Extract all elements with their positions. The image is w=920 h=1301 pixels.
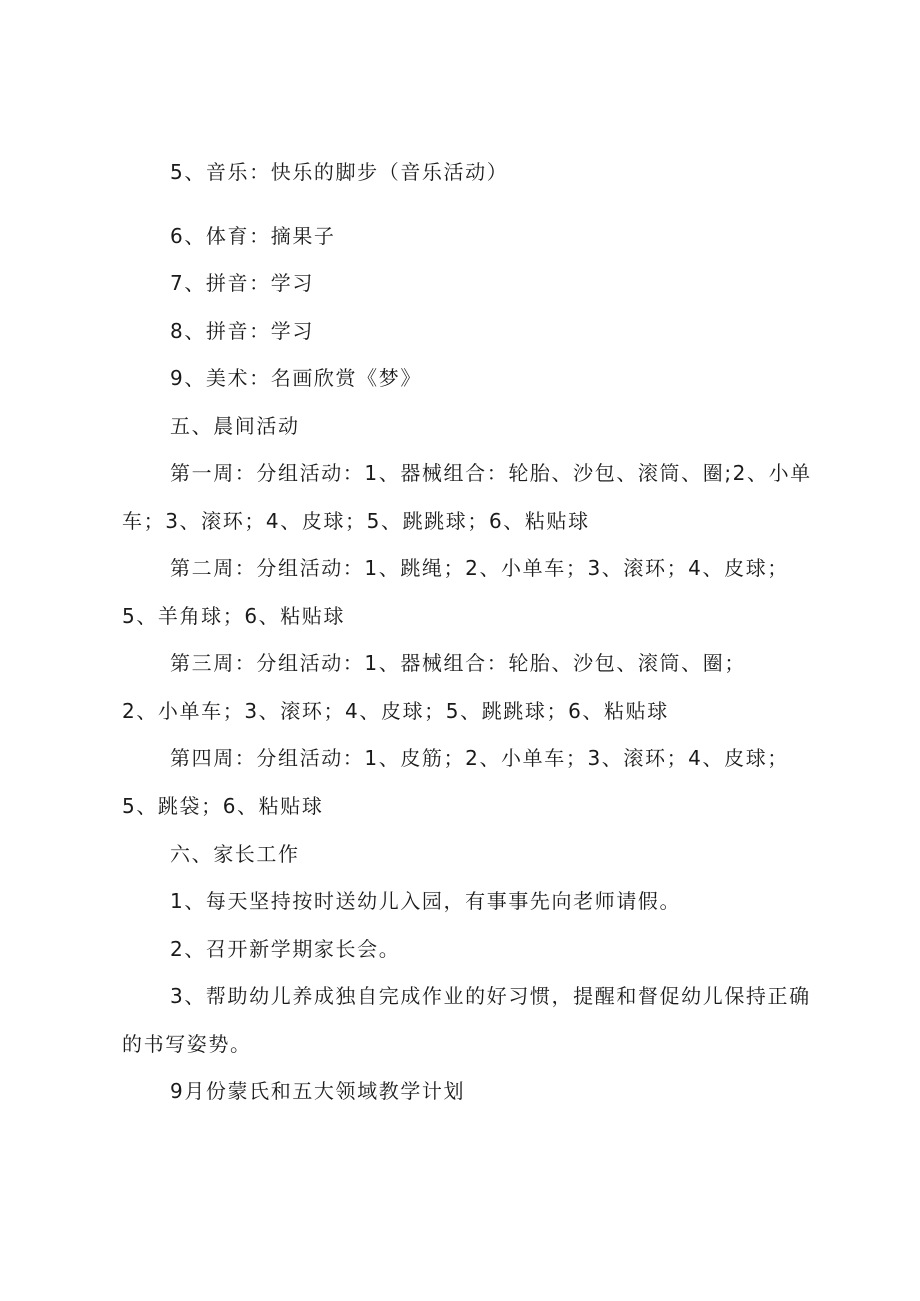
list-item-art: 9、美术：名画欣赏《梦》 [170, 366, 422, 390]
paragraph-week-3-line-1: 第三周：分组活动：1、器械组合：轮胎、沙包、滚筒、圈； [170, 651, 746, 675]
list-item-pinyin-2: 8、拼音：学习 [170, 319, 314, 343]
paragraph-week-3-line-2: 2、小单车；3、滚环；4、皮球；5、跳跳球；6、粘贴球 [122, 699, 669, 723]
paragraph-week-4-line-1: 第四周：分组活动：1、皮筋；2、小单车；3、滚环；4、皮球； [170, 746, 789, 770]
paragraph-week-2-line-2: 5、羊角球；6、粘贴球 [122, 604, 346, 628]
paragraph-week-2-line-1: 第二周：分组活动：1、跳绳；2、小单车；3、滚环；4、皮球； [170, 556, 789, 580]
list-item-music: 5、音乐：快乐的脚步（音乐活动） [170, 160, 509, 184]
paragraph-parent-item-1: 1、每天坚持按时送幼儿入园，有事事先向老师请假。 [170, 889, 682, 913]
list-item-pinyin-1: 7、拼音：学习 [170, 271, 314, 295]
section-heading-parent-work: 六、家长工作 [170, 842, 300, 866]
section-heading-september-plan: 9月份蒙氏和五大领域教学计划 [170, 1079, 466, 1103]
paragraph-parent-item-3-line-1: 3、帮助幼儿养成独自完成作业的好习惯，提醒和督促幼儿保持正确 [170, 984, 811, 1008]
paragraph-week-4-line-2: 5、跳袋；6、粘贴球 [122, 794, 324, 818]
list-item-pe: 6、体育：摘果子 [170, 224, 336, 248]
paragraph-parent-item-2: 2、召开新学期家长会。 [170, 937, 401, 961]
paragraph-week-1-line-1: 第一周：分组活动：1、器械组合：轮胎、沙包、滚筒、圈;2、小单 [170, 461, 812, 485]
paragraph-week-1-line-2: 车；3、滚环；4、皮球；5、跳跳球；6、粘贴球 [122, 509, 590, 533]
paragraph-parent-item-3-line-2: 的书写姿势。 [122, 1032, 252, 1056]
section-heading-morning-activities: 五、晨间活动 [170, 414, 300, 438]
